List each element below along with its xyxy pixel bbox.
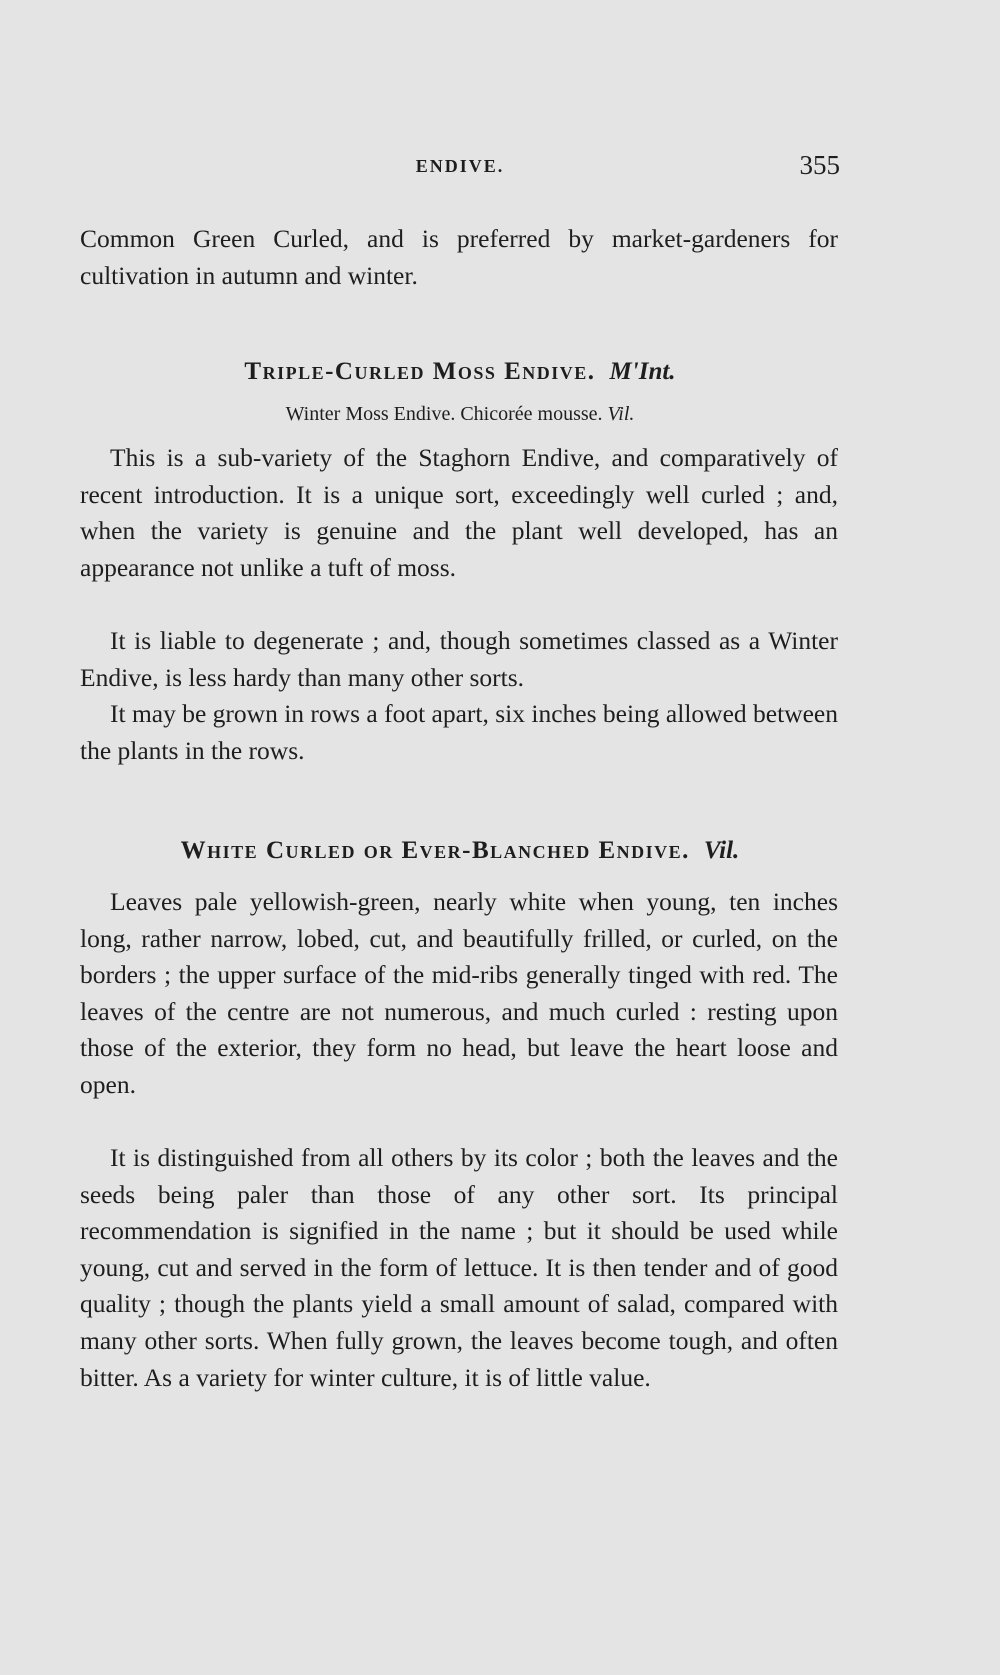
entry-1-title: Triple-Curled Moss Endive. — [244, 358, 596, 385]
entry-2-paragraph: Leaves pale yellowish-green, nearly white when young, ten inches long, rather narrow, lobed, cut, and beautifully frilled, or curled, on the borders ; the upper surface of the mid-ribs generally tinged with red. The leaves of the centre are not numerous, and much curled : resting upon those of the exterior, they form no head, but leave the heart loose and open. — [80, 887, 838, 1099]
continued-paragraph: Common Green Curled, and is preferred by market-gardeners for cultivation in autumn and winter. — [80, 224, 838, 290]
running-head — [80, 150, 840, 182]
entry-2-authority: Vil. — [703, 837, 740, 864]
book-page — [80, 0, 840, 1675]
entry-1-paragraph: It is liable to degenerate ; and, though sometimes classed as a Winter Endive, is less hardy than many other sorts. — [80, 626, 838, 692]
entry-1-synonym-authority: Vil. — [607, 403, 635, 425]
entry-1-synonyms — [80, 403, 840, 426]
entry-1-paragraph: This is a sub-variety of the Staghorn Endive, and comparatively of recent introduction. It is a unique sort, exceedingly well curled ; and, when the variety is genuine and the plant well developed, has an appearance not unlike a tuft of moss. — [80, 443, 838, 582]
running-head-title: ENDIVE. — [415, 156, 505, 176]
entry-2-heading — [80, 837, 840, 865]
entry-1-paragraph: It may be grown in rows a foot apart, six inches being allowed between the plants in the rows. — [80, 699, 838, 765]
page-number: 355 — [799, 150, 840, 180]
entry-1-authority: M'Int. — [609, 358, 676, 385]
entry-2-paragraph: It is distinguished from all others by its color ; both the leaves and the seeds being paler than those of any other sort. Its principal recommendation is signified in the name ; but it should be used while young, cut and served in the form of lettuce. It is then tender and of good quality ; though the plants yield a small amount of salad, compared with many other sorts. When fully grown, the leaves become tough, and often bitter. As a variety for winter culture, it is of little value. — [80, 1143, 838, 1392]
entry-1-heading — [80, 358, 840, 386]
entry-2-title: White Curled or Ever-Blanched Endive. — [180, 837, 690, 864]
entry-1-synonym-text: Winter Moss Endive. Chicorée mousse. — [285, 403, 603, 425]
